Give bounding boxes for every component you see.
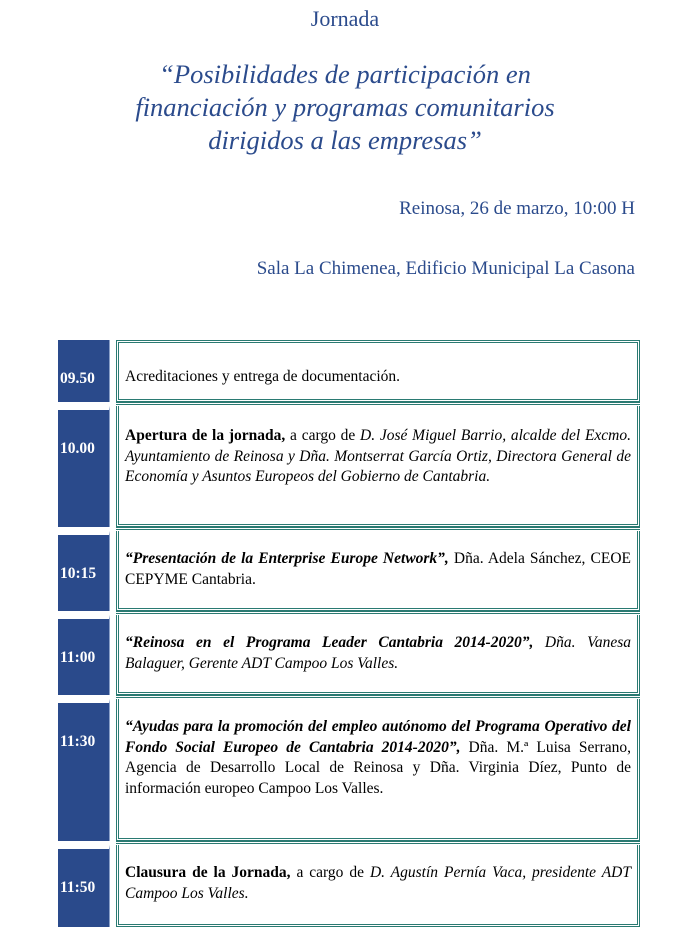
schedule-time: 11:00 bbox=[58, 615, 110, 695]
schedule-row bbox=[58, 845, 640, 927]
schedule-row bbox=[58, 406, 640, 527]
schedule-row bbox=[58, 615, 640, 695]
description-text: Dña. Adela Sánchez, CEOE CEPYME Cantabria. bbox=[125, 550, 631, 588]
schedule-time: 10.00 bbox=[58, 406, 110, 527]
page-title: Jornada bbox=[310, 6, 380, 31]
schedule-description bbox=[116, 845, 640, 927]
schedule-time: 11:50 bbox=[58, 845, 110, 927]
description-text: a cargo de bbox=[290, 864, 370, 881]
description-text: a cargo de bbox=[285, 427, 361, 444]
event-subtitle bbox=[60, 58, 630, 157]
description-text: Acreditaciones y entrega de documentación. bbox=[125, 368, 401, 385]
event-venue: Sala La Chimenea, Edificio Municipal La Casona bbox=[256, 258, 635, 279]
schedule-description bbox=[116, 406, 640, 527]
description-text: “Ayudas para la promoción del empleo autónomo del Programa Operativo del Fondo Social Europeo de Cantabria 2014-2020”, bbox=[125, 718, 631, 756]
description-text: D. Agustín Pernía Vaca, presidente ADT Campoo Los Valles. bbox=[125, 864, 631, 902]
subtitle-line: “Posibilidades de participación en bbox=[159, 59, 531, 89]
schedule-row bbox=[58, 340, 640, 402]
event-date: Reinosa, 26 de marzo, 10:00 H bbox=[399, 198, 635, 219]
subtitle-line: dirigidos a las empresas” bbox=[208, 125, 482, 155]
description-text: “Presentación de la Enterprise Europe Network”, bbox=[125, 550, 449, 567]
description-text: Dña. Vanesa Balaguer, Gerente ADT Campoo Los Valles. bbox=[125, 634, 631, 672]
schedule-time: 10:15 bbox=[58, 531, 110, 611]
schedule-row bbox=[58, 531, 640, 611]
schedule-row bbox=[58, 699, 640, 841]
schedule-description bbox=[116, 615, 640, 695]
description-text: Clausura de la Jornada, bbox=[125, 864, 291, 881]
description-text: Apertura de la jornada, bbox=[125, 427, 286, 444]
description-text: Dña. M.ª Luisa Serrano, Agencia de Desarrollo Local de Reinosa y Dña. Virginia Díez, Punto de información europeo Campoo Los Valles. bbox=[125, 738, 631, 797]
description-text: “Reinosa en el Programa Leader Cantabria 2014-2020”, bbox=[125, 634, 534, 651]
schedule-time: 11:30 bbox=[58, 699, 110, 841]
schedule-description bbox=[116, 340, 640, 402]
schedule-time: 09.50 bbox=[58, 340, 110, 402]
schedule-description bbox=[116, 699, 640, 841]
description-text: D. José Miguel Barrio, alcalde del Excmo. Ayuntamiento de Reinosa y Dña. Montserrat García Ortiz, Directora General de Economía y Asuntos Europeos del Gobierno de Cantabria. bbox=[125, 427, 631, 485]
schedule-table bbox=[58, 340, 640, 927]
schedule-description bbox=[116, 531, 640, 611]
subtitle-line: financiación y programas comunitarios bbox=[135, 92, 555, 122]
